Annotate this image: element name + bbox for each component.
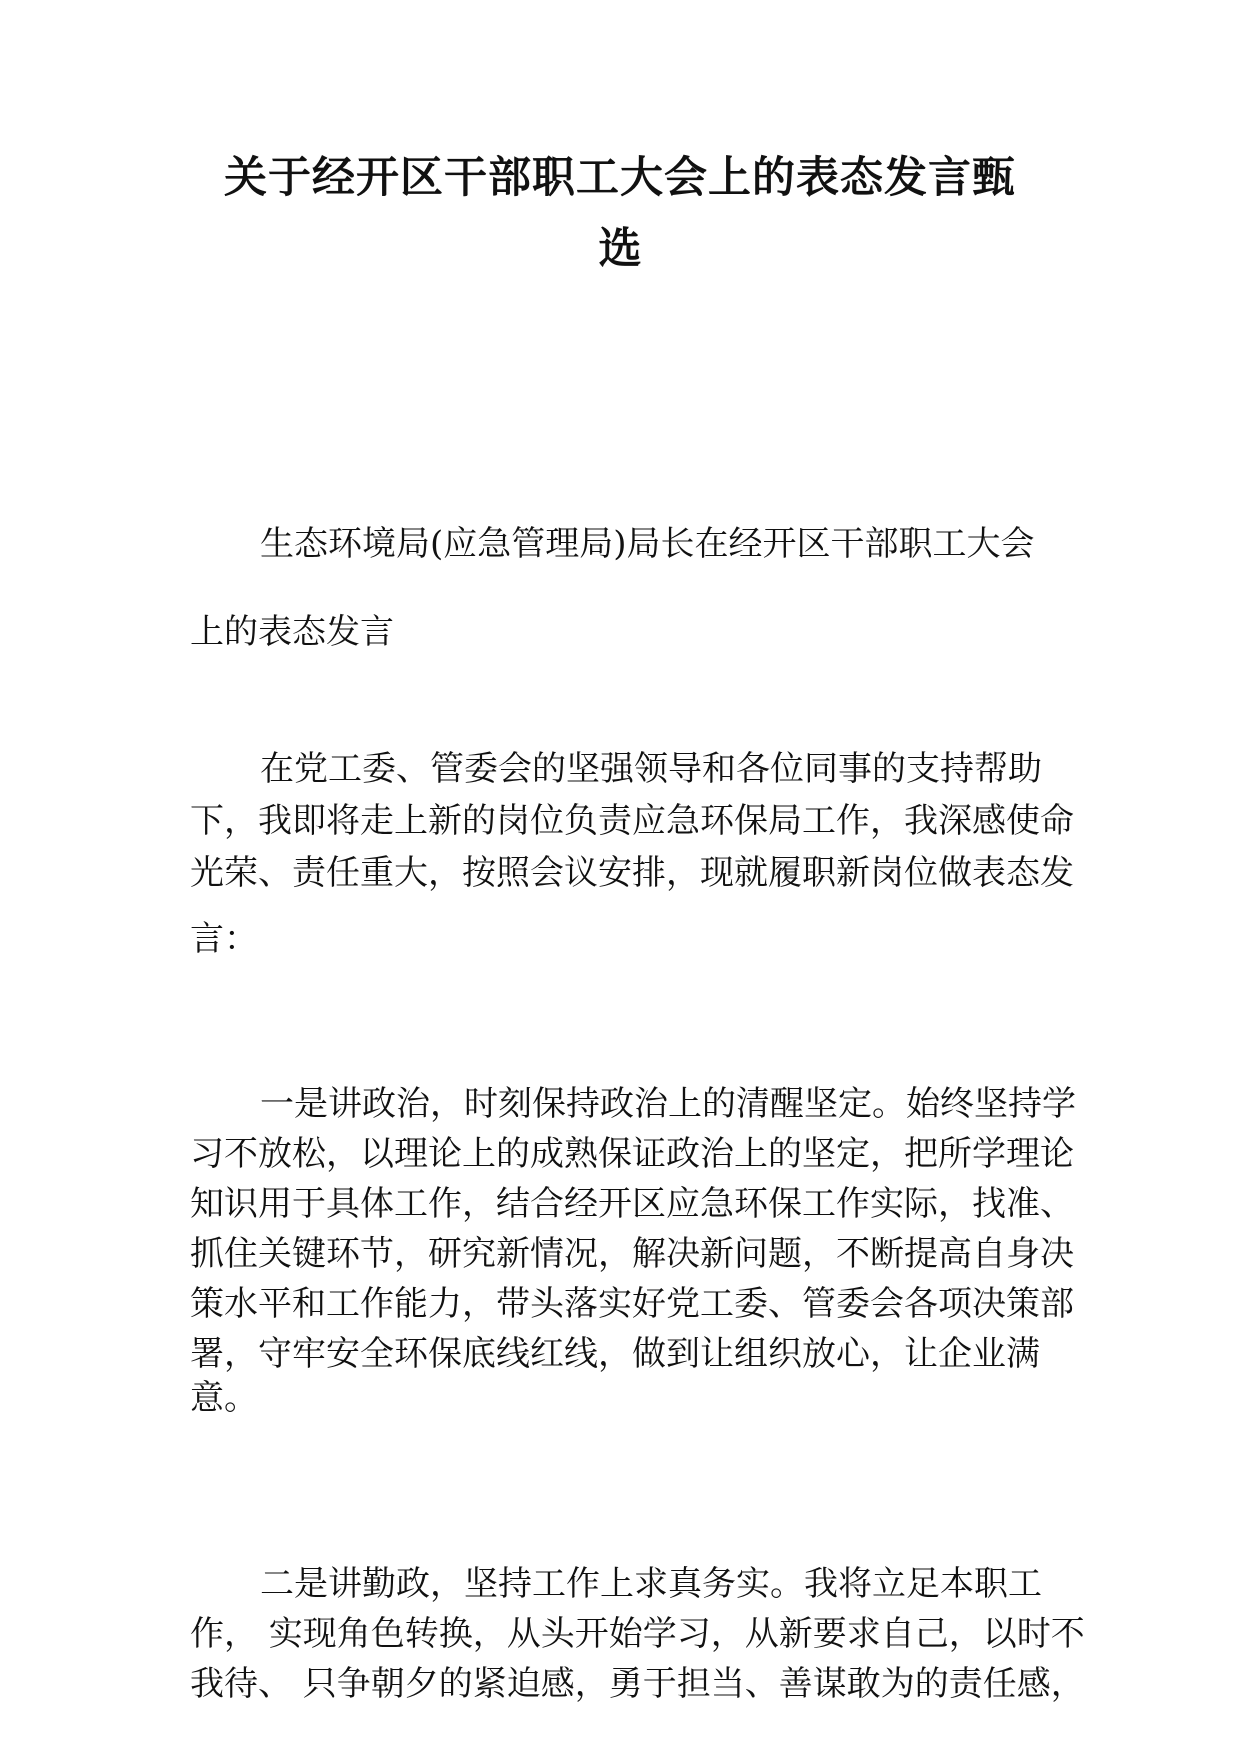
paragraph-line: 我待、 只争朝夕的紧迫感，勇于担当、善谋敢为的责任感，: [190, 1664, 1085, 1704]
paragraph-line: 抓住关键环节，研究新情况，解决新问题，不断提高自身决: [190, 1234, 1074, 1274]
paragraph-diligence: [190, 1559, 1085, 1709]
paragraph-line: 下，我即将走上新的岗位负责应急环保局工作，我深感使命: [190, 801, 1074, 841]
subtitle: [190, 500, 1050, 676]
paragraph-line: 二是讲勤政，坚持工作上求真务实。我将立足本职工: [260, 1564, 1042, 1604]
paragraph-line: 作， 实现角色转换，从头开始学习，从新要求自己，以时不: [190, 1614, 1085, 1654]
document-title-line-2: 选: [598, 224, 642, 274]
paragraph-line: 言：: [190, 919, 258, 959]
paragraph-line: 光荣、责任重大，按照会议安排，现就履职新岗位做表态发: [190, 853, 1074, 893]
paragraph-line: 在党工委、管委会的坚强领导和各位同事的支持帮助: [260, 749, 1042, 789]
paragraph-line: 习不放松，以理论上的成熟保证政治上的坚定，把所学理论: [190, 1134, 1074, 1174]
paragraph-intro: [190, 743, 1074, 965]
subtitle-line-2: 上的表态发言: [190, 612, 394, 652]
paragraph-line: 知识用于具体工作，结合经开区应急环保工作实际，找准、: [190, 1184, 1074, 1224]
paragraph-line: 一是讲政治，时刻保持政治上的清醒坚定。始终坚持学: [260, 1084, 1076, 1124]
paragraph-politics: [190, 1079, 1076, 1418]
paragraph-line: 署，守牢安全环保底线红线，做到让组织放心，让企业满: [190, 1334, 1040, 1374]
paragraph-line: 意。: [190, 1378, 258, 1418]
document-title-line-1: 关于经开区干部职工大会上的表态发言甄: [224, 153, 1016, 203]
paragraph-line: 策水平和工作能力，带头落实好党工委、管委会各项决策部: [190, 1284, 1074, 1324]
subtitle-line-1: 生态环境局(应急管理局)局长在经开区干部职工大会: [260, 524, 1035, 564]
